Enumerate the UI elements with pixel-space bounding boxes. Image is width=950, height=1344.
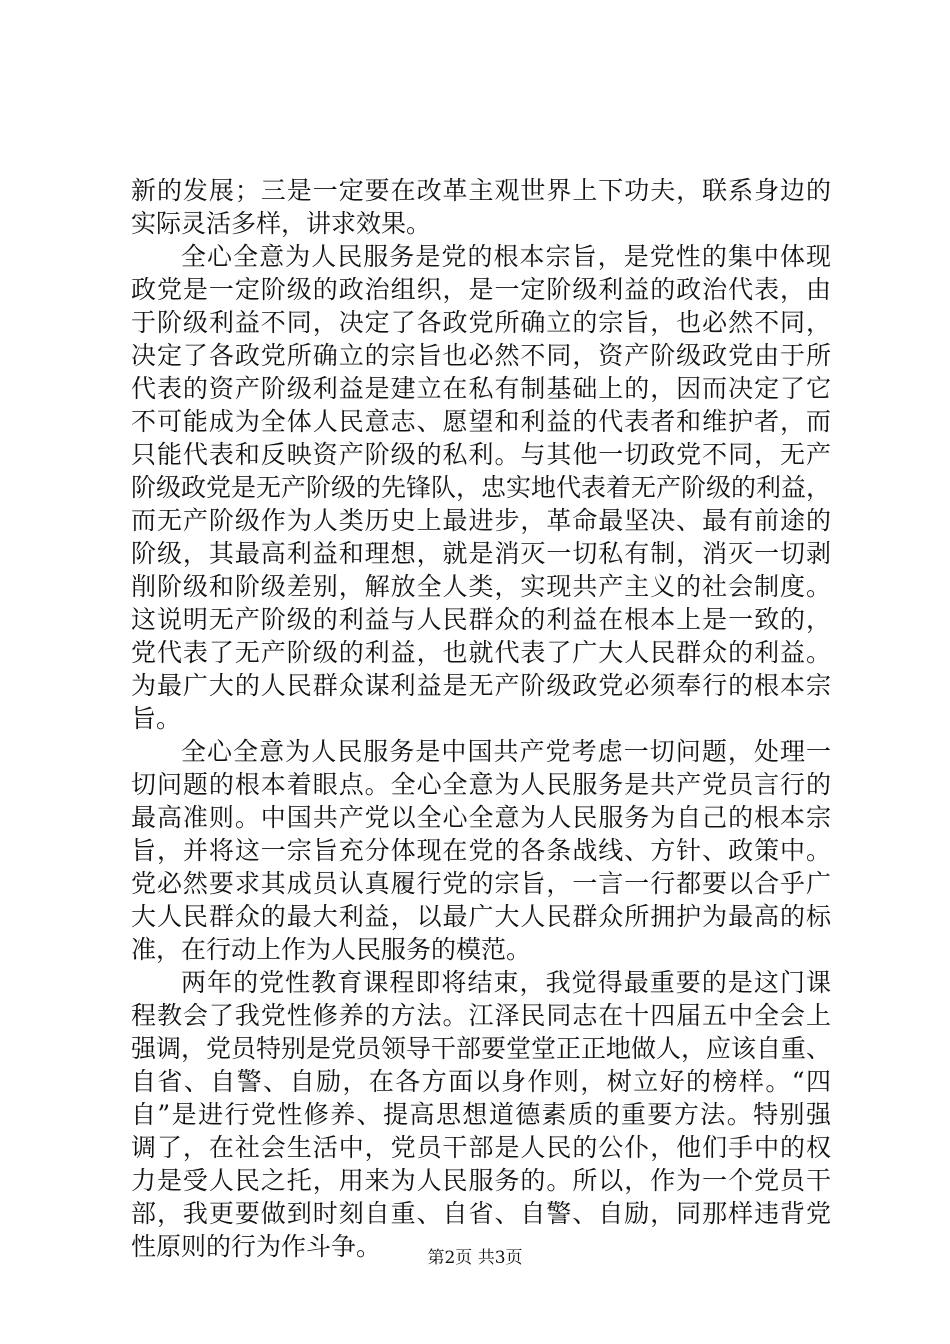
text-line: 党代表了无产阶级的利益，也就代表了广大人民群众的利益。 bbox=[131, 638, 831, 667]
text-line: 全心全意为人民服务是党的根本宗旨，是党性的集中体现 bbox=[181, 242, 831, 271]
text-line: 力是受人民之托，用来为人民服务的。所以，作为一个党员干 bbox=[131, 1166, 831, 1195]
text-line: 于阶级利益不同，决定了各政党所确立的宗旨，也必然不同， bbox=[131, 308, 831, 337]
text-line: 不可能成为全体人民意志、愿望和利益的代表者和维护者，而 bbox=[131, 407, 831, 436]
text-line: 两年的党性教育课程即将结束，我觉得最重要的是这门课 bbox=[181, 968, 831, 997]
text-line: 自省、自警、自励，在各方面以身作则，树立好的榜样。“四 bbox=[131, 1067, 831, 1096]
paragraph-1 bbox=[131, 174, 831, 240]
paragraph-4 bbox=[131, 966, 831, 1263]
text-line: 党必然要求其成员认真履行党的宗旨，一言一行都要以合乎广 bbox=[131, 869, 831, 898]
text-line: 大人民群众的最大利益，以最广大人民群众所拥护为最高的标 bbox=[131, 902, 831, 931]
text-line: 阶级政党是无产阶级的先锋队，忠实地代表着无产阶级的利益， bbox=[131, 473, 832, 502]
text-line: 只能代表和反映资产阶级的私利。与其他一切政党不同，无产 bbox=[131, 440, 831, 469]
text-line: 自”是进行党性修养、提高思想道德素质的重要方法。特别强 bbox=[131, 1100, 831, 1129]
text-line: 部，我更要做到时刻自重、自省、自警、自励，同那样违背党 bbox=[131, 1199, 831, 1228]
paragraph-2 bbox=[131, 240, 831, 735]
paragraph-3 bbox=[131, 735, 831, 966]
text-line: 而无产阶级作为人类历史上最进步，革命最坚决、最有前途的 bbox=[131, 506, 831, 535]
text-line: 这说明无产阶级的利益与人民群众的利益在根本上是一致的， bbox=[131, 605, 831, 634]
text-line: 调了，在社会生活中，党员干部是人民的公仆，他们手中的权 bbox=[131, 1133, 831, 1162]
text-line: 代表的资产阶级利益是建立在私有制基础上的，因而决定了它 bbox=[131, 374, 831, 403]
text-line: 新的发展；三是一定要在改革主观世界上下功夫，联系身边的 bbox=[131, 176, 831, 205]
text-line: 最高准则。中国共产党以全心全意为人民服务为自己的根本宗 bbox=[131, 803, 831, 832]
text-line: 全心全意为人民服务是中国共产党考虑一切问题，处理一 bbox=[181, 737, 831, 766]
text-line: 旨。 bbox=[131, 704, 182, 733]
text-line: 旨，并将这一宗旨充分体现在党的各条战线、方针、政策中。 bbox=[131, 836, 831, 865]
text-line: 削阶级和阶级差别，解放全人类，实现共产主义的社会制度。 bbox=[131, 572, 831, 601]
text-line: 为最广大的人民群众谋利益是无产阶级政党必须奉行的根本宗 bbox=[131, 671, 831, 700]
text-line: 实际灵活多样，讲求效果。 bbox=[131, 209, 432, 238]
page-number-footer: 第2页 共3页 bbox=[427, 1248, 523, 1268]
text-line: 阶级，其最高利益和理想，就是消灭一切私有制，消灭一切剥 bbox=[131, 539, 831, 568]
text-line: 程教会了我党性修养的方法。江泽民同志在十四届五中全会上 bbox=[131, 1001, 831, 1030]
text-line: 准，在行动上作为人民服务的模范。 bbox=[131, 935, 532, 964]
text-line: 政党是一定阶级的政治组织，是一定阶级利益的政治代表，由 bbox=[131, 275, 831, 304]
text-line: 强调，党员特别是党员领导干部要堂堂正正地做人，应该自重、 bbox=[131, 1034, 832, 1063]
text-line: 决定了各政党所确立的宗旨也必然不同，资产阶级政党由于所 bbox=[131, 341, 831, 370]
text-line: 性原则的行为作斗争。 bbox=[131, 1232, 382, 1261]
text-line: 切问题的根本着眼点。全心全意为人民服务是共产党员言行的 bbox=[131, 770, 831, 799]
document-body bbox=[131, 174, 831, 1263]
